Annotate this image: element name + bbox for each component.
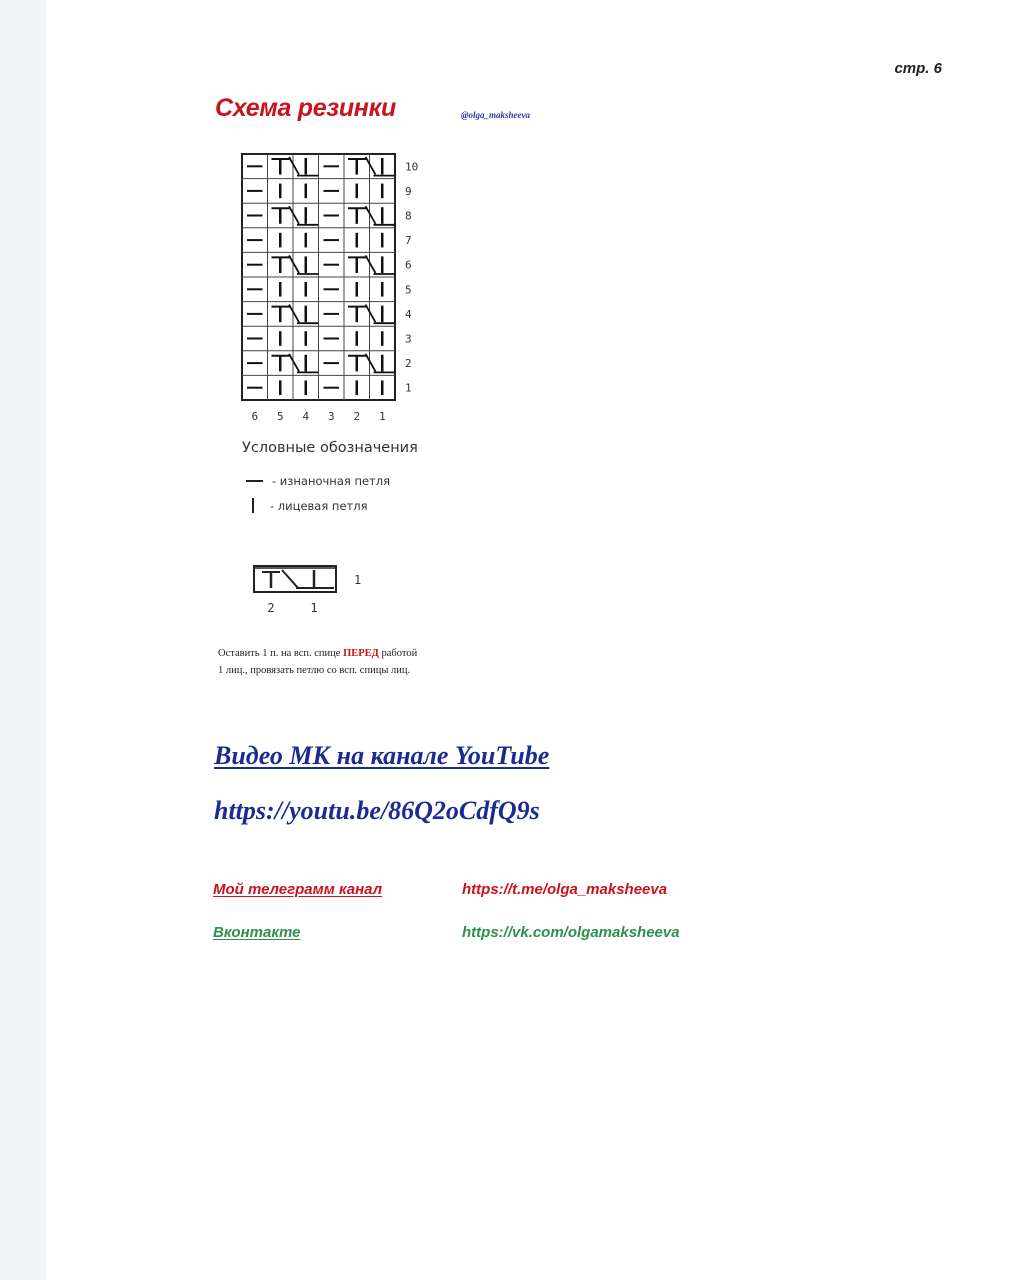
cross-stitch-mark [289,255,299,273]
knitting-chart [231,146,481,426]
author-handle: @olga_maksheeva [461,110,530,120]
chart-row-label: 5 [405,283,412,297]
cross-stitch-mark [289,305,299,323]
chart-row-label: 2 [405,357,412,371]
chart-col-label: 2 [353,410,361,423]
instruction-line-2: 1 лиц., провязать петлю со всп. спицы лиц. [218,665,411,676]
legend-purl [246,474,390,488]
knit-symbol-icon [252,498,254,513]
legend-title: Условные обозначения [242,440,418,456]
vk-label-link[interactable]: Вконтакте [213,924,301,941]
chart-row-label: 10 [405,160,419,174]
cross-stitch-mark [289,354,299,372]
sample-row-label: 1 [354,573,362,587]
page-number: стр. 6 [894,60,942,77]
cross-stitch-mark [289,206,299,224]
purl-symbol-icon [246,480,263,482]
document-page [46,0,1034,1280]
cross-stitch-mark [289,157,299,175]
instruction-line-1 [218,645,417,662]
cross-stitch-mark [366,305,376,323]
chart-row-label: 8 [405,209,412,223]
video-title-link[interactable]: Видео МК на канале YouTube [214,741,550,770]
vk-url-link[interactable]: https://vk.com/olgamaksheeva [462,924,680,941]
telegram-url-link[interactable]: https://t.me/olga_maksheeva [462,881,668,898]
sample-diagonal [282,570,298,588]
chart-col-label: 3 [327,410,335,423]
sample-col-label: 2 [267,601,275,615]
cross-stitch-mark [366,255,376,273]
instruction-text [218,645,417,679]
chart-col-label: 5 [276,410,284,423]
chart-row-label: 9 [405,184,412,198]
cross-stitch-sample [246,558,376,622]
cross-stitch-mark [366,206,376,224]
page-title: Схема резинки [215,94,396,122]
instruction-highlight: ПЕРЕД [343,648,379,659]
chart-row-label: 4 [405,307,412,321]
legend-purl-label: - изнаночная петля [272,474,391,488]
chart-col-label: 6 [251,410,259,423]
legend-knit-label: - лицевая петля [270,498,368,513]
chart-row-label: 6 [405,258,412,272]
chart-col-label: 4 [302,410,310,423]
telegram-label-link[interactable]: Мой телеграмм канал [213,881,383,898]
chart-col-label: 1 [378,410,386,423]
instruction-part: Оставить 1 п. на всп. спице [218,648,344,659]
instruction-part: работой [378,648,418,659]
cross-stitch-mark [366,354,376,372]
chart-row-label: 7 [405,234,412,248]
video-url-link[interactable]: https://youtu.be/86Q2oCdfQ9s [214,796,540,825]
chart-row-label: 3 [405,332,412,346]
legend-knit [246,498,368,513]
sample-col-label: 1 [310,601,318,615]
cross-stitch-mark [366,157,376,175]
chart-row-label: 1 [405,381,412,395]
